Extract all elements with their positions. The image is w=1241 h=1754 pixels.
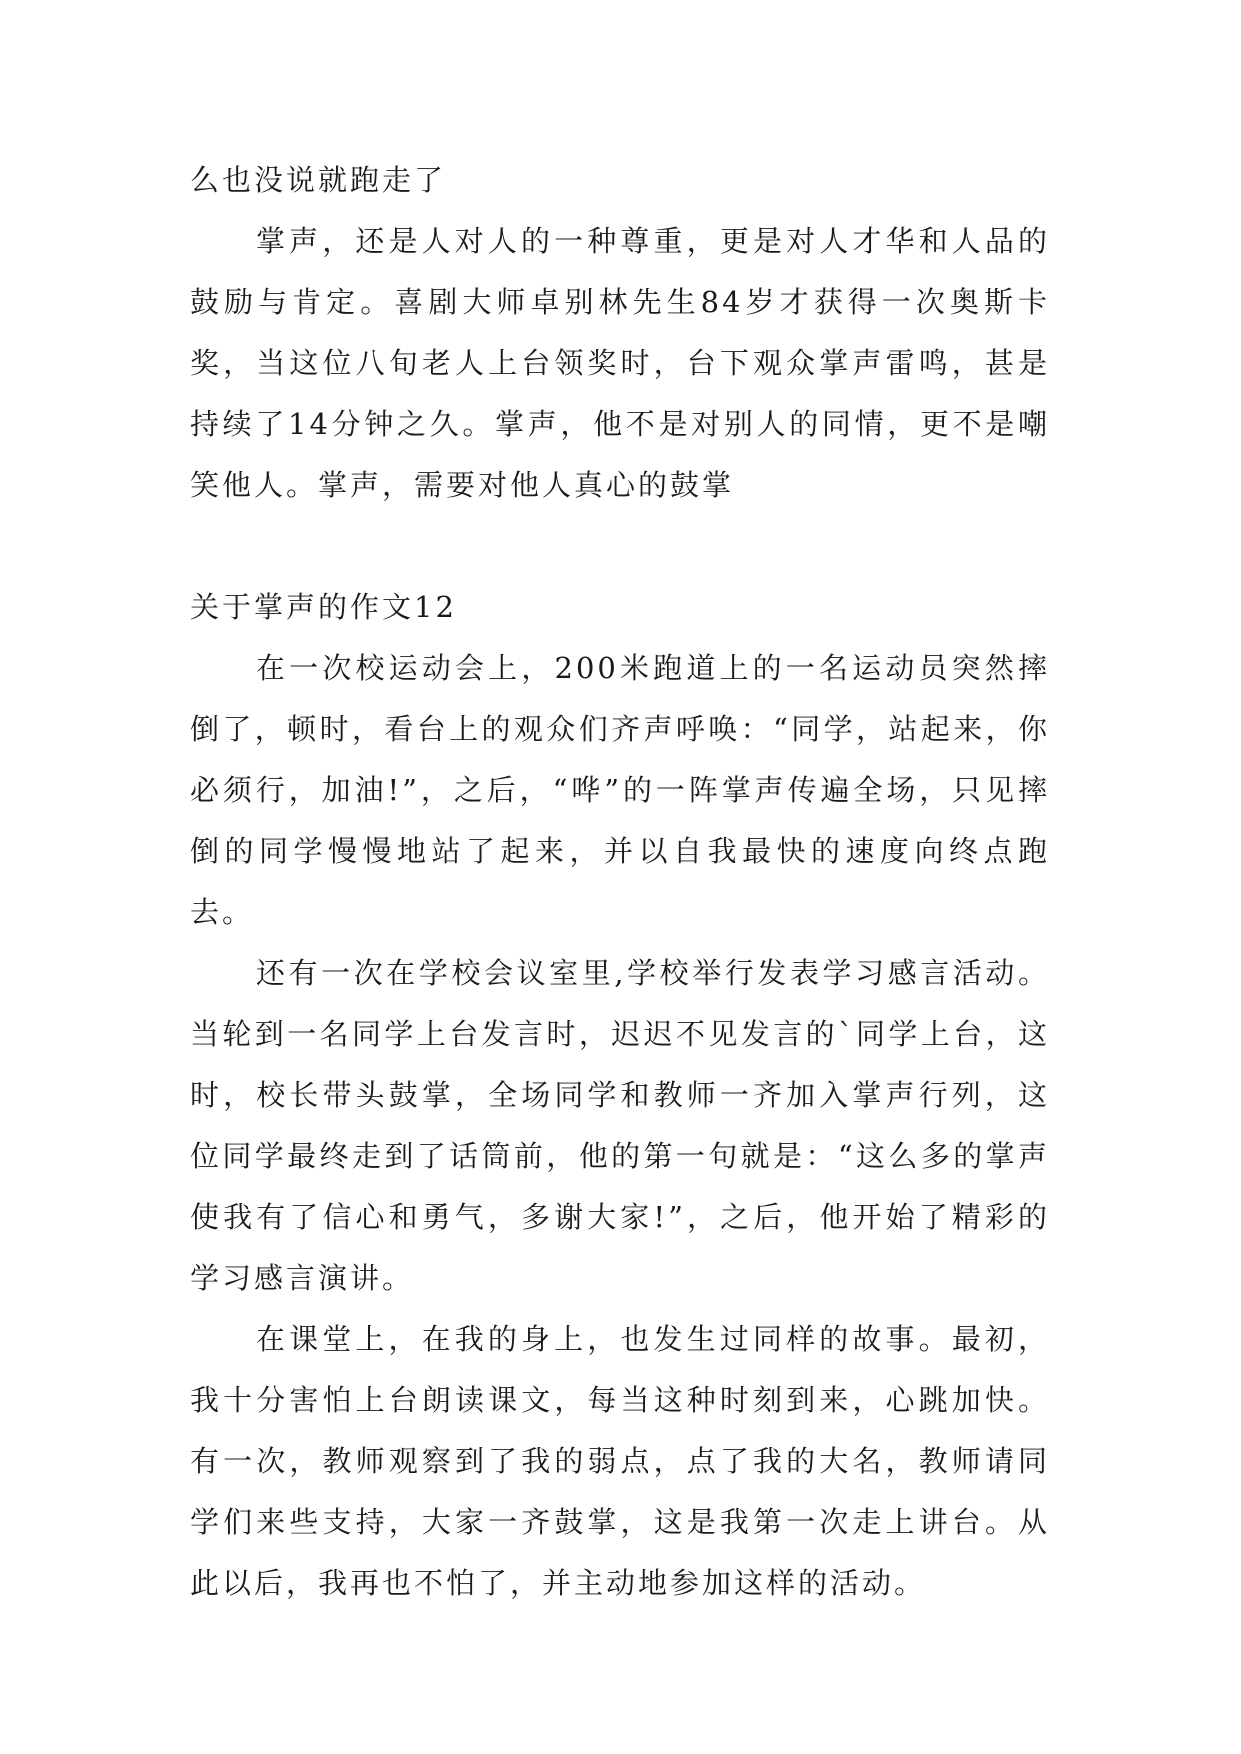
paragraph: 掌声，还是人对人的一种尊重，更是对人才华和人品的鼓励与肯定。喜剧大师卓别林先生84岁才获得一次奥斯卡奖，当这位八旬老人上台领奖时，台下观众掌声雷鸣，甚是持续了14分钟之久。掌声，他不是对别人的同情，更不是嘲笑他人。掌声，需要对他人真心的鼓掌 <box>190 224 1050 502</box>
paragraph: 还有一次在学校会议室里,学校举行发表学习感言活动。当轮到一名同学上台发言时，迟迟不见发言的`同学上台，这时，校长带头鼓掌，全场同学和教师一齐加入掌声行列，这位同学最终走到了话筒前，他的第一句就是：“这么多的掌声使我有了信心和勇气，多谢大家!”，之后，他开始了精彩的学习感言演讲。 <box>190 956 1050 1295</box>
continuation-line: 么也没说就跑走了 <box>190 163 447 197</box>
paragraph: 在课堂上，在我的身上，也发生过同样的故事。最初，我十分害怕上台朗读课文，每当这种时刻到来，心跳加快。有一次，教师观察到了我的弱点，点了我的大名，教师请同学们来些支持，大家一齐鼓掌，这是我第一次走上讲台。从此以后，我再也不怕了，并主动地参加这样的活动。 <box>190 1322 1050 1600</box>
document-body <box>190 150 1050 1614</box>
paragraph: 在一次校运动会上，200米跑道上的一名运动员突然摔倒了，顿时，看台上的观众们齐声呼唤：“同学，站起来，你必须行，加油!”，之后，“哗”的一阵掌声传遍全场，只见摔倒的同学慢慢地站了起来，并以自我最快的速度向终点跑去。 <box>190 651 1050 929</box>
essay-title: 关于掌声的作文12 <box>190 590 457 624</box>
